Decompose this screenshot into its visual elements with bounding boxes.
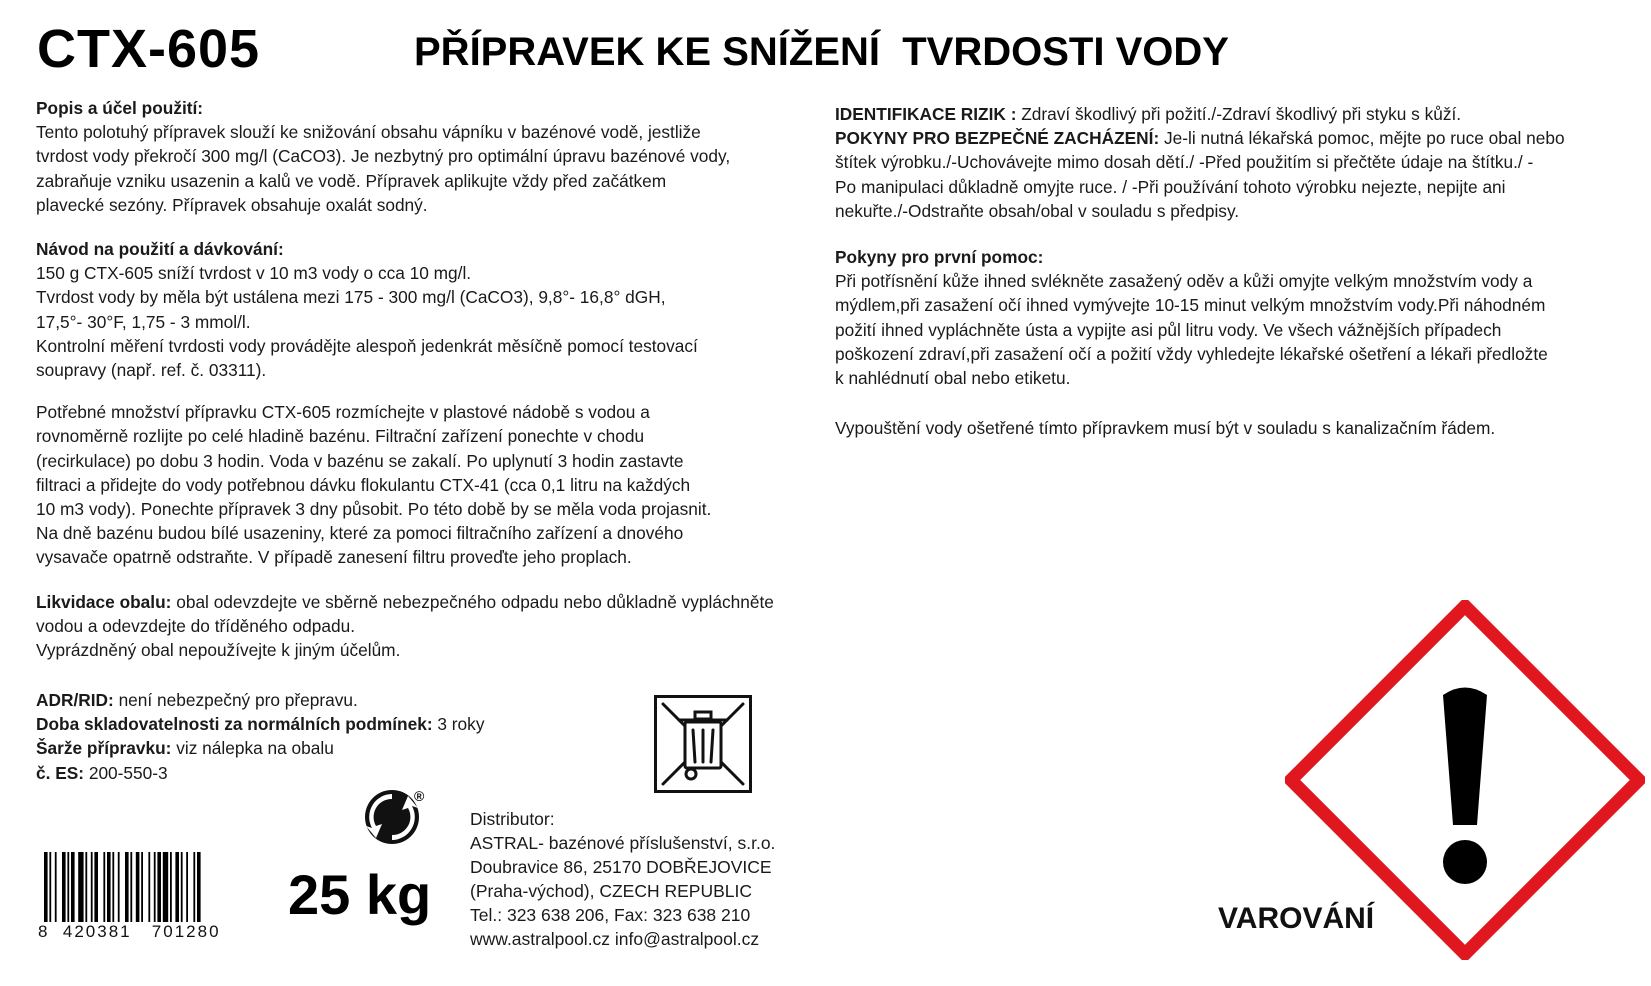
disposal-text: obal odevzdejte ve sběrně nebezpečného odpadu nebo důkladně vypláchněte [171, 591, 774, 612]
distributor-line: Tel.: 323 638 206, Fax: 323 638 210 [470, 905, 751, 925]
shelf-life-label: Doba skladovatelnosti za normálních podmínek: [36, 714, 433, 735]
safety-line: nekuřte./-Odstraňte obsah/obal v souladu s předpisy. [835, 200, 1240, 221]
description-line: zabraňuje vzniku usazenin a kalů ve vodě. Přípravek aplikujte vždy před začátkem [36, 170, 667, 191]
right-column [835, 102, 1570, 454]
net-weight: 25 kg [288, 863, 432, 926]
first-aid-line: poškození zdraví,při zasažení očí a požití vždy vyhledejte lékařské ošetření a lékaři předložte [835, 343, 1548, 364]
procedure-line: Potřebné množství přípravku CTX-605 rozmíchejte v plastové nádobě s vodou a [36, 402, 650, 423]
left-column [36, 96, 796, 676]
procedure-line: filtraci a přidejte do vody potřebnou dávku flokulantu CTX-41 (cca 0,1 litru na každých [36, 474, 691, 495]
safety-label: POKYNY PRO BEZPEČNÉ ZACHÁZENÍ: [835, 128, 1160, 149]
discharge-text: Vypouštění vody ošetřené tímto přípravkem musí být v souladu s kanalizačním řádem. [835, 418, 1496, 439]
disposal-label: Likvidace obalu: [36, 591, 172, 612]
registered-mark: ® [414, 788, 425, 804]
discharge-section [835, 416, 1570, 440]
first-aid-heading: Pokyny pro první pomoc: [835, 247, 1044, 268]
procedure-line: (recirkulace) po dobu 3 hodin. Voda v bazénu se zakalí. Po uplynutí 3 hodin zastavte [36, 450, 684, 471]
procedure-line: Na dně bazénu budou bílé usazeniny, které za pomoci filtračního zařízení a dnového [36, 523, 684, 544]
adr-label: ADR/RID: [36, 690, 114, 710]
first-aid-section [835, 245, 1570, 390]
disposal-section [36, 590, 796, 663]
batch-label: Šarže přípravku: [36, 738, 172, 759]
signal-word: VAROVÁNÍ [1218, 902, 1375, 935]
batch-row [36, 736, 596, 760]
es-number-row [36, 761, 596, 785]
description-line: Tento polotuhý přípravek slouží ke snižování obsahu vápníku v bazénové vodě, jestliže [36, 122, 701, 143]
procedure-line: 10 m3 vody). Ponechte přípravek 3 dny působit. Po této době by se měla voda projasnit. [36, 499, 712, 520]
hazard-section [835, 102, 1570, 223]
first-aid-line: mýdlem,při zasažení očí ihned vymývejte 10-15 minut velkým množstvím vody.Při náhodném [835, 295, 1546, 316]
description-heading: Popis a účel použití: [36, 98, 204, 118]
description-line: tvrdost vody překročí 300 mg/l (CaCO3). Je nezbytný pro optimální úpravu bazénové vody, [36, 146, 731, 167]
description-section [36, 96, 796, 217]
procedure-line: vysavače opatrně odstraňte. V případě zanesení filtru proveďte jeho proplach. [36, 547, 632, 568]
safety-first-line: Je-li nutná lékařská pomoc, mějte po ruce obal nebo [1159, 128, 1565, 149]
distributor-line: ASTRAL- bazénové příslušenství, s.r.o. [470, 833, 776, 853]
procedure-line: rovnoměrně rozlijte po celé hladině bazénu. Filtrační zařízení ponechte v chodu [36, 426, 645, 447]
first-aid-line: k nahlédnutí obal nebo etiketu. [835, 368, 1071, 389]
usage-section [36, 237, 796, 382]
distributor-line: Doubravice 86, 25170 DOBŘEJOVICE [470, 857, 772, 877]
description-line: plavecké sezóny. Přípravek obsahuje oxalát sodný. [36, 194, 428, 215]
usage-line: 17,5°- 30°F, 1,75 - 3 mmol/l. [36, 311, 251, 332]
procedure-section [36, 400, 796, 569]
adr-value: není nebezpečný pro přepravu. [113, 690, 358, 710]
barcode [44, 852, 244, 932]
disposal-line [36, 590, 796, 614]
distributor-line: (Praha-východ), CZECH REPUBLIC [470, 881, 753, 901]
shelf-life-value: 3 roky [432, 714, 485, 735]
crossed-out-bin-icon [654, 695, 752, 793]
usage-line: soupravy (např. ref. č. 03311). [36, 360, 267, 381]
usage-line: 150 g CTX-605 sníží tvrdost v 10 m3 vody o cca 10 mg/l. [36, 263, 472, 284]
shelf-life-row [36, 712, 596, 736]
hazard-line [835, 102, 1570, 126]
transport-storage-info [36, 688, 596, 785]
es-number-value: 200-550-3 [84, 762, 168, 783]
disposal-line: vodou a odevzdejte do tříděného odpadu. [36, 615, 356, 636]
usage-line: Tvrdost vody by měla být ustálena mezi 175 - 300 mg/l (CaCO3), 9,8°- 16,8° dGH, [36, 287, 666, 308]
usage-line: Kontrolní měření tvrdosti vody provádějte alespoň jedenkrát měsíčně pomocí testovací [36, 335, 698, 356]
product-title: PŘÍPRAVEK KE SNÍŽENÍ TVRDOSTI VODY [414, 30, 1229, 74]
product-code: CTX-605 [37, 19, 261, 79]
disposal-line: Vyprázdněný obal nepoužívejte k jiným účelům. [36, 640, 401, 661]
hazard-label: IDENTIFIKACE RIZIK : [835, 104, 1017, 124]
safety-line [835, 126, 1570, 150]
first-aid-line: požití ihned vypláchněte ústa a vypijte asi půl litru vody. Ve všech vážnějších případech [835, 319, 1502, 340]
distributor-line: www.astralpool.cz info@astralpool.cz [470, 929, 760, 949]
distributor-line: Distributor: [470, 809, 555, 829]
batch-value: viz nálepka na obalu [171, 738, 334, 759]
usage-heading: Návod na použití a dávkování: [36, 239, 284, 260]
hazard-value: Zdraví škodlivý při požití./-Zdraví škodlivý při styku s kůží. [1016, 104, 1462, 124]
distributor-block [470, 807, 810, 951]
safety-line: Po manipulaci důkladně omyjte ruce. / -Při používání tohoto výrobku nejezte, nepijte ani [835, 176, 1506, 197]
es-number-label: č. ES: [36, 762, 85, 783]
first-aid-line: Při potřísnění kůže ihned svlékněte zasažený oděv a kůži omyjte velkým množstvím vody a [835, 271, 1533, 292]
safety-line: štítek výrobku./-Uchovávejte mimo dosah dětí./ -Před použitím si přečtěte údaje na štítku./ - [835, 152, 1534, 173]
barcode-number: 8 420381 701280 [38, 922, 221, 941]
adr-row [36, 688, 596, 712]
